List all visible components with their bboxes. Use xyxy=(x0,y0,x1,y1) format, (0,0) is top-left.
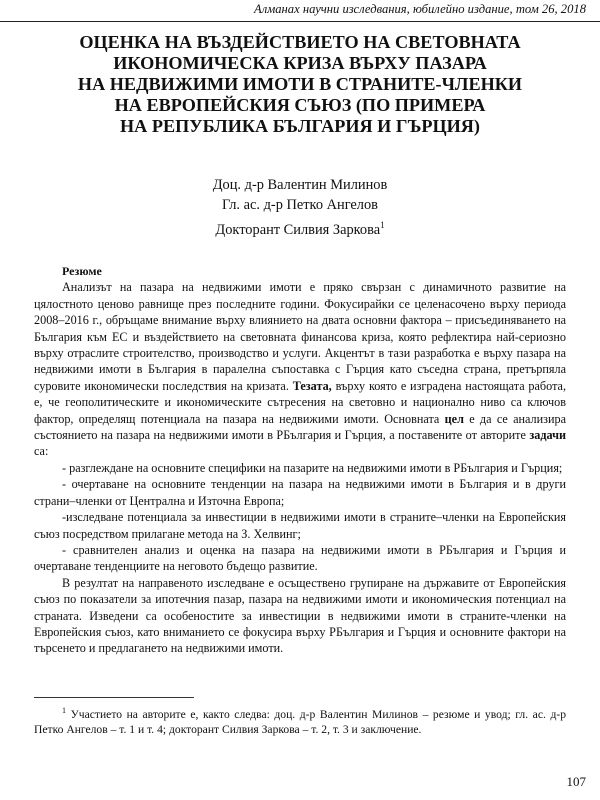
title-line: НА РЕПУБЛИКА БЪЛГАРИЯ И ГЪРЦИЯ) xyxy=(120,116,480,136)
abstract xyxy=(34,263,566,657)
author-list xyxy=(0,175,600,240)
author xyxy=(0,215,600,240)
author-name: Доц. д-р Валентин Милинов xyxy=(212,177,388,193)
abstract-heading: Резюме xyxy=(62,264,102,278)
tasks-label: задачи xyxy=(529,428,566,443)
abstract-text: върху която е изградена настоящата работа, е, че геополитическите и икономическите сътресения на световно и национално ниво са ключов фактор, определящ потенциала на пазара на недвижими имоти. Основната xyxy=(34,378,566,426)
footnote-marker: 1 xyxy=(62,706,66,715)
footnote-text: Участието на авторите е, както следва: доц. д-р Валентин Милинов – резюме и увод; гл. ас. д-р Петко Ангелов – т. 1 и т. 4; докторант Силвия Заркова – т. 2, т. 3 и заключение. xyxy=(34,707,566,736)
task-item: - сравнителен анализ и оценка на пазара на недвижими имоти в РБългария и Гърция и очертаване тенденциите на неговото бъдещо развитие. xyxy=(34,542,566,574)
author xyxy=(0,195,600,215)
task-item: - очертаване на основните тенденции на пазара на недвижими имоти в България и в други страни–членки от Централна и Източна Европа; xyxy=(34,477,566,508)
abstract-text: Анализът на пазара на недвижими имоти е пряко свързан с динамичното развитие на цялостното ценово равнище през последните години. Фокусирайки се целенасочено върху периода 2008–2016 г., обръщаме внимание върху влиянието на двата основни фактора – присъединяването на България към ЕС и въздействието на световната финансова криза, която рефлектира най-сериозно върху отраслите строителство, производство и услуги. Акцентът в тази разработка е върху пазара на недвижими имоти в България в паралелна съпоставка с Гърция като съседна страна, претърпяла суровите икономически последствия на кризата. xyxy=(34,280,566,393)
footnote xyxy=(34,703,566,737)
abstract-paragraph xyxy=(34,279,566,459)
title-line: ОЦЕНКА НА ВЪЗДЕЙСТВИЕТО НА СВЕТОВНАТА xyxy=(79,32,521,52)
task-item: -изследване потенциала за инвестиции в недвижими имоти в страните–членки на Европейския съюз посредством прилагане метода на З. Хелвинг; xyxy=(34,510,566,541)
author xyxy=(0,175,600,195)
author-name: Докторант Силвия Заркова xyxy=(215,221,381,238)
task-item: - разглеждане на основните специфики на пазарите на недвижими имоти в РБългария и Гърция; xyxy=(62,460,563,475)
title-line: ИКОНОМИЧЕСКА КРИЗА ВЪРХУ ПАЗАРА xyxy=(113,53,487,73)
title-line: НА ЕВРОПЕЙСКИЯ СЪЮЗ (ПО ПРИМЕРА xyxy=(114,95,486,115)
abstract-paragraph: В резултат на направеното изследване е осъществено групиране на държавите от Европейския съюз по показатели за ипотечния пазар, пазара на недвижими имоти и икономическия потенциал на страната. Изведени са особеностите за инвестиции в недвижими имоти в страните-членки на Европейския съюз, като вниманието се фокусира върху РБългария и Гърция и основните фактори на търсенето и предлагането на недвижими имоти. xyxy=(34,575,566,656)
abstract-text: е да се анализира състоянието на пазара на недвижими имоти в РБългария и Гърция, а поставените от авторите xyxy=(34,411,566,443)
footnote-marker: 1 xyxy=(380,220,385,230)
article-title xyxy=(12,32,588,137)
goal-label: цел xyxy=(444,411,464,426)
title-line: НА НЕДВИЖИМИ ИМОТИ В СТРАНИТЕ-ЧЛЕНКИ xyxy=(77,74,523,94)
page-number: 107 xyxy=(566,774,586,789)
running-header: Алманах научни изследвания, юбилейно издание, том 26, 2018 xyxy=(0,0,600,22)
footnote-divider xyxy=(34,697,194,698)
thesis-label: Тезата, xyxy=(292,378,332,393)
abstract-text: са: xyxy=(34,444,49,459)
author-name: Гл. ас. д-р Петко Ангелов xyxy=(222,197,378,213)
